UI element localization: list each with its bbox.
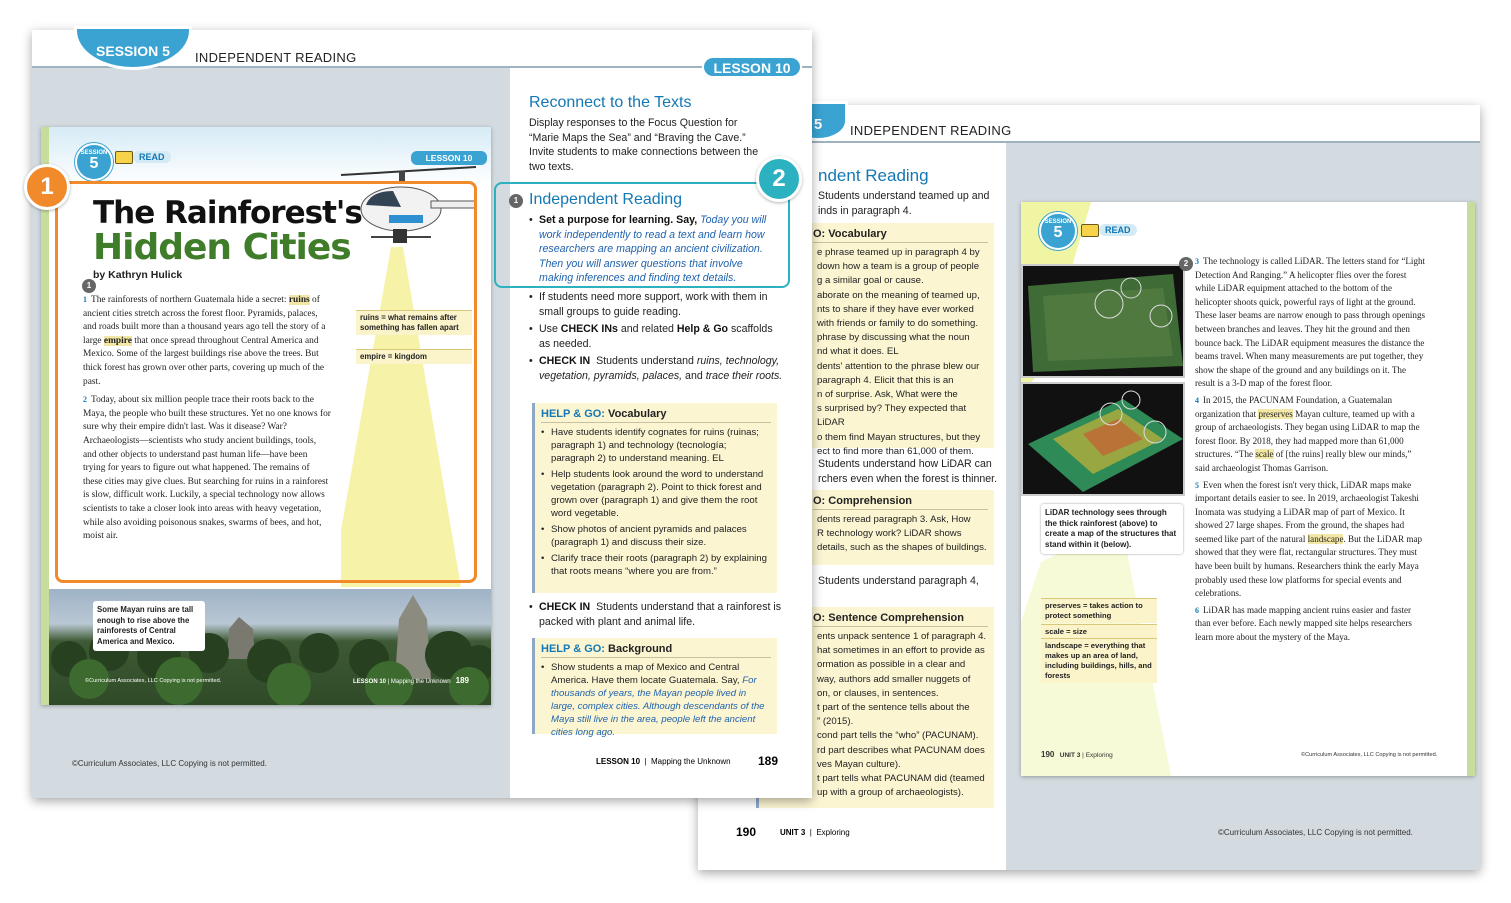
callout-2-badge: 2 xyxy=(756,156,802,202)
sp2-session-badge: SESSION 5 xyxy=(1039,212,1077,250)
vocabulary-line: n of surprise. Ask, What were the xyxy=(817,389,958,401)
callout-1-badge: 1 xyxy=(24,164,70,210)
vocabulary-line: s surprised by? They expected that LiDAR xyxy=(817,403,967,429)
book-icon xyxy=(115,151,133,164)
hg-voc-item: • Help students look around the word to understand vegetation (paragraph 2). Point to thick forest and grown over (paragraph 1) and give them the root word vegetable. xyxy=(541,468,771,520)
sp2-small-num: 2 xyxy=(1179,257,1193,271)
hg-voc-item: • Have students identify cognates for ruins (ruinas; paragraph 1) and technology (tecnología; paragraph 2) to understand meaning. EL xyxy=(541,426,771,465)
sp1-foot-copy: ©Curriculum Associates, LLC Copying is not permitted. xyxy=(85,678,222,684)
photo-caption: Some Mayan ruins are tall enough to rise above the rainforests of Central America and Mexico. xyxy=(93,601,205,651)
note-landscape: landscape = everything that makes up an area of land, including buildings, hills, and forests xyxy=(1041,638,1157,683)
right-t5: Students understand paragraph 4, xyxy=(818,575,979,587)
right-comp-lines xyxy=(817,513,988,556)
sentence-line: rd part describes what PACUNAM does xyxy=(817,744,985,756)
comprehension-line: details, such as the shapes of buildings. xyxy=(817,542,987,554)
student-page-1 xyxy=(41,127,491,705)
vocabulary-line: down how a team is a group of people xyxy=(817,261,980,273)
bullet-support: • If students need more support, work with them in small groups to guide reading. xyxy=(529,290,785,319)
bullet-checkins: • Use CHECK INs and related Help & Go scaffolds as needed. xyxy=(529,322,785,351)
ir-bullet-1: • Set a purpose for learning. Say, Today you will work independently to read a text and learn how researchers are mapping an ancient civilization. Then you will answer questions that involve making inferences and finding text details. xyxy=(529,213,779,289)
vocabulary-line: g a similar goal or cause. xyxy=(817,275,924,287)
comprehension-line: dents reread paragraph 3. Ask, How xyxy=(817,514,971,525)
bullet-checkin-2: • CHECK IN Students understand that a rainforest is packed with plant and animal life. xyxy=(529,600,785,632)
sp1-foot: LESSON 10 | Mapping the Unknown 189 xyxy=(353,676,470,685)
sp2-foot-copy: ©Curriculum Associates, LLC Copying is not permitted. xyxy=(1301,752,1438,758)
right-t1: Students understand teamed up and xyxy=(818,190,990,202)
vocabulary-line: paragraph 4. Elicit that this is an xyxy=(817,374,954,386)
reconnect-body: Display responses to the Focus Question for “Marie Maps the Sea” and “Braving the Cave.” Invite students to make connections between the two texts. xyxy=(529,117,759,173)
right-hg-voc-title: O: Vocabulary xyxy=(813,228,988,243)
right-foot-page: 190 xyxy=(736,825,757,839)
right-session-tab: 5 xyxy=(788,101,848,141)
hg-voc-list xyxy=(541,426,771,578)
left-foot-page: 189 xyxy=(758,754,779,768)
paragraph-4: 4 In 2015, the PACUNAM Foundation, a Guatemalan organization that preserves Mayan culture, teamed up with a group of archaeologists. They began using LiDAR to map the forest floor. By 2018, they had mapped more than 61,000 structures. “The scale of [the ruins] really blew our minds,” said archaeologist Thomas Garrison. xyxy=(1195,394,1420,473)
note-empire: empire = kingdom xyxy=(356,349,472,364)
sp1-green-edge xyxy=(41,127,49,705)
lidar-image-bottom xyxy=(1021,382,1185,496)
sentence-line: ents unpack sentence 1 of paragraph 4. xyxy=(817,631,987,642)
hg-background: HELP & GO: Background • Show students a map of Mexico and Central America. Have them locate Guatemala. Say, For thousands of years, the Mayan people lived in large, complex cities. Although descendants of the Maya still live in the area, people left the ancient cities long ago. xyxy=(532,638,777,734)
sentence-line: way, authors add smaller nuggets of xyxy=(817,673,971,685)
right-t3: Students understand how LiDAR can xyxy=(818,458,992,470)
left-lesson-tab: LESSON 10 xyxy=(702,56,802,78)
vocabulary-line: nd what it does. EL xyxy=(817,346,899,358)
lidar-caption: LiDAR technology sees through the thick rainforest (above) to create a map of the structures that stand within it (below). xyxy=(1041,504,1183,554)
paragraph-6: 6 LiDAR has made mapping ancient ruins easier and faster than ever before. Each newly mapped site helps researchers learn more about the mystery of the Maya. xyxy=(1195,604,1412,643)
comprehension-line: R technology work? LiDAR shows xyxy=(817,528,962,540)
sp1-title-2: Hidden Cities xyxy=(93,227,351,268)
vocabulary-line: o them find Mayan structures, but they xyxy=(817,431,981,443)
ir-title: Independent Reading xyxy=(529,191,683,208)
sp1-read-label: READ xyxy=(133,151,171,163)
left-header-text: INDEPENDENT READING xyxy=(195,50,357,65)
book-icon xyxy=(1081,224,1099,237)
sentence-line: t part of the sentence tells about the xyxy=(817,702,970,714)
right-t4: rchers even when the forest is thinner. xyxy=(818,473,998,485)
sp1-small-num: 1 xyxy=(82,279,96,293)
left-spread xyxy=(32,30,812,798)
student-page-2 xyxy=(1021,202,1475,776)
right-foot-copy: ©Curriculum Associates, LLC Copying is not permitted. xyxy=(1218,828,1413,837)
vocabulary-line: with friends or family to do something. xyxy=(817,318,979,330)
left-foot-lesson: LESSON 10 | Mapping the Unknown xyxy=(596,757,731,766)
vocabulary-line: e phrase teamed up in paragraph 4 by xyxy=(817,247,980,258)
sentence-line: cond part tells the “who” (PACUNAM). xyxy=(817,730,979,742)
note-preserves: preserves = takes action to protect something xyxy=(1041,598,1157,623)
right-ir-title: ndent Reading xyxy=(818,166,929,185)
paragraph-1: 1 The rainforests of northern Guatemala hide a secret: ruins of ancient cities stretch across the forest floor. Pyramids, palaces, and roads built more than a thousand years ago tell the story of a large empire that once spread throughout Central America and Mexico. Some of the largest buildings rise above the trees. But thick forest has grown over other parts, covering up much of the past. xyxy=(83,295,326,387)
sp1-title-1: The Rainforest's xyxy=(93,195,362,231)
sentence-line: ves Mayan culture). xyxy=(817,758,901,770)
sentence-line: ormation as possible in a clear and xyxy=(817,659,966,671)
right-foot-unit: UNIT 3 | Exploring xyxy=(780,828,850,837)
hg-voc-item: • Clarify trace their roots (paragraph 2) by explaining that roots means “where you are from.” xyxy=(541,552,771,578)
sp2-read-label: READ xyxy=(1099,224,1137,236)
sentence-line: hat sometimes in an effort to provide as xyxy=(817,645,985,657)
reconnect-title: Reconnect to the Texts xyxy=(529,94,692,111)
sentence-line: on, or clauses, in sentences. xyxy=(817,687,939,699)
note-ruins: ruins = what remains after something has fallen apart xyxy=(356,310,472,335)
left-foot-copy: ©Curriculum Associates, LLC Copying is not permitted. xyxy=(72,759,267,768)
sentence-line: t part tells what PACUNAM did (teamed xyxy=(817,773,985,785)
vocabulary-line: phrase by discussing what the noun xyxy=(817,332,970,344)
vocabulary-line: nts to share if they have ever worked xyxy=(817,303,974,315)
sentence-line: up with a group of archaeologists). xyxy=(817,787,964,799)
ir-num: 1 xyxy=(509,194,523,208)
right-hg-comp-title: O: Comprehension xyxy=(813,495,988,510)
right-spread xyxy=(698,105,1480,870)
lidar-image-top xyxy=(1021,264,1185,378)
right-t2: inds in paragraph 4. xyxy=(818,205,912,217)
right-voc-lines xyxy=(817,246,988,459)
paragraph-2: 2 Today, about six million people trace their roots back to the Maya, the people who built these structures. Yet no one knows for sure why their empire didn't last. Was it disease? War? Archaeologists—scientists who study ancient buildings, tools, and other objects to understand past human life—have been trying for years to figure out what happened. The remains of these cities may give clues. But searching for ruins in a rainforest is slow, difficult work. Luckily, a special technology now allows scientists to take a closer look into areas with heavy vegetation, while also avoiding poisonous snakes, swarms of bees, and hot, moist air. xyxy=(83,395,331,542)
vocabulary-line: ect to find more than 61,000 of them. xyxy=(817,445,974,457)
hg-voc-title: HELP & GO: Vocabulary xyxy=(541,408,771,423)
sp1-session-badge: SESSION 5 xyxy=(75,143,113,181)
left-session-tab: SESSION 5 xyxy=(74,26,192,70)
hg-voc-item: • Show photos of ancient pyramids and palaces (paragraph 1) and discuss their size. xyxy=(541,523,771,549)
paragraph-3: 3 The technology is called LiDAR. The letters stand for “Light Detection And Ranging.” A helicopter flies over the forest while LiDAR equipment attached to the bottom of the helicopter shoots quick, powerful rays of light at the ground. These laser beams are narrow enough to pass through openings between branches and leaves. They hit the ground and then bounce back. The LiDAR equipment measures the distance the beams travel. When many measurements are put together, they show the shape of the ground and any buildings on it. The result is a 3-D map of the forest floor. xyxy=(1195,256,1426,389)
teacher-bullets xyxy=(529,290,785,386)
sp1-lesson-label: LESSON 10 xyxy=(411,151,487,165)
note-scale: scale = size xyxy=(1041,624,1157,639)
hg-bg-title: HELP & GO: Background xyxy=(541,643,771,658)
right-hg-sent-title: O: Sentence Comprehension xyxy=(813,612,988,627)
bullet-checkin-1: • CHECK IN Students understand ruins, technology, vegetation, pyramids, palaces, and trace their roots. xyxy=(529,354,785,383)
sp2-text xyxy=(1195,255,1427,645)
orange-highlight-frame xyxy=(55,181,477,583)
sentence-line: ” (2015). xyxy=(817,716,854,728)
hg-vocabulary xyxy=(532,403,777,593)
vocabulary-line: aborate on the meaning of teamed up, xyxy=(817,289,980,301)
sp2-foot: 190 UNIT 3 | Exploring xyxy=(1041,750,1113,759)
right-header-text: INDEPENDENT READING xyxy=(850,123,1012,138)
vocabulary-line: dents' attention to the phrase blew our xyxy=(817,360,980,372)
paragraph-5: 5 Even when the forest isn't very thick, LiDAR maps make important details easier to see. In 2019, archaeologist Takeshi Inomata was studying a LiDAR map of part of Mexico. It showed 27 large shapes. From the ground, the shapes had seemed like part of the natural landscape. But the LiDAR map showed that they were flat, rectangular structures. They must have been built by humans. Researchers think the early Maya probably used these low platforms for special events and celebrations. xyxy=(1195,479,1423,599)
right-sent-lines xyxy=(817,630,988,800)
sp1-byline: by Kathryn Hulick xyxy=(93,269,183,281)
